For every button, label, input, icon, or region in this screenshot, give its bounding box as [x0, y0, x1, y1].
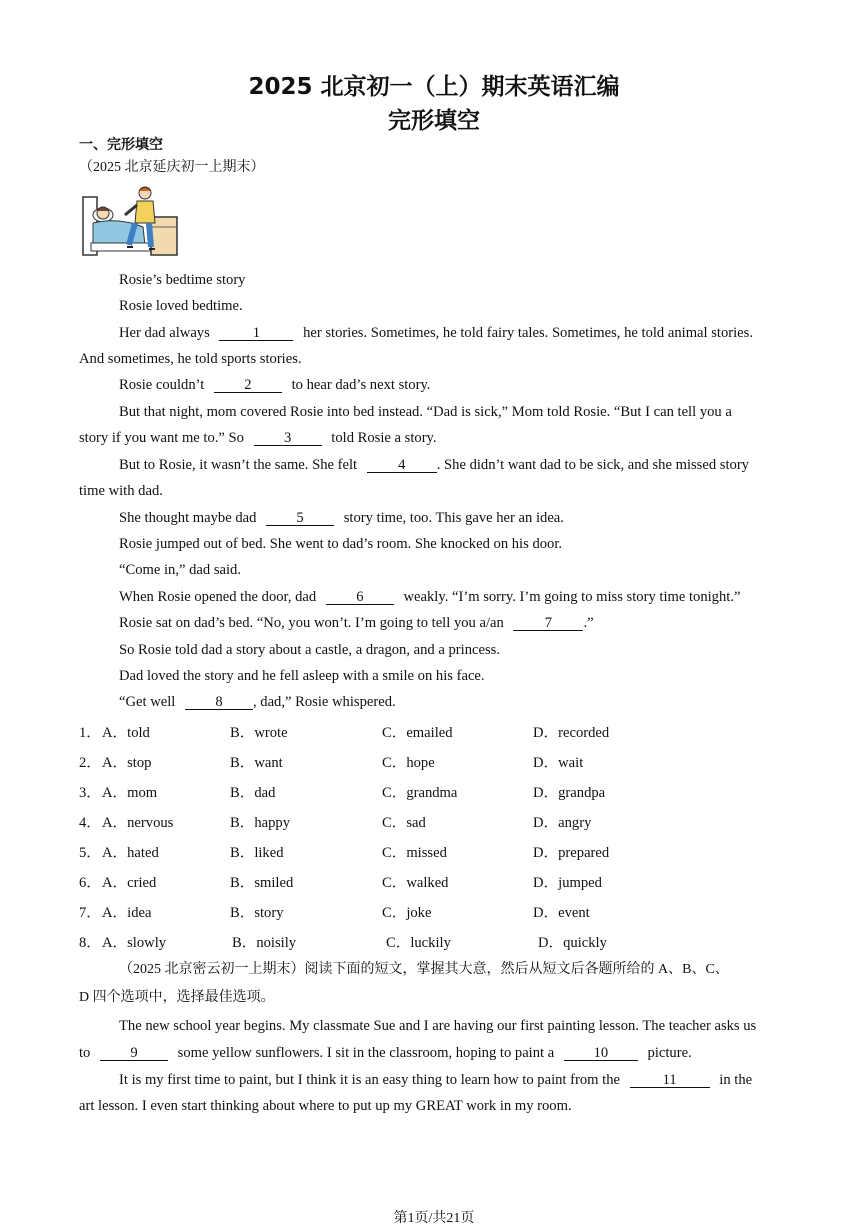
passage-text: told Rosie a story. [331, 430, 437, 446]
passage-text: It is my first time to paint, but I think it is an easy thing to learn how to paint from the [119, 1072, 620, 1088]
option-a: A．mom [102, 785, 158, 801]
option-b: B．noisily [232, 935, 297, 951]
bedtime-illustration [79, 183, 181, 261]
document-subtitle: 完形填空 [388, 108, 480, 134]
option-c: C．joke [382, 905, 432, 921]
passage-text: When Rosie opened the door, dad [119, 589, 317, 605]
passage-paragraph [119, 588, 740, 606]
option-c: C．grandma [382, 785, 458, 801]
passage-text: weakly. “I’m sorry. I’m going to miss story time tonight.” [403, 589, 741, 605]
passage-text: Rosie sat on dad’s bed. “No, you won’t. I’m going to tell you a/an [119, 615, 504, 631]
passage-text: , dad,” Rosie whispered. [252, 694, 396, 710]
option-number: 3． [79, 785, 101, 801]
passage-paragraph: But that night, mom covered Rosie into bed instead. “Dad is sick,” Mom told Rosie. “But I can tell you a [119, 404, 732, 420]
passage-paragraph: Rosie jumped out of bed. She went to dad’s room. She knocked on his door. [119, 536, 563, 552]
passage-paragraph: art lesson. I even start thinking about where to put up my GREAT work in my room. [79, 1098, 572, 1114]
option-a: A．idea [102, 905, 152, 921]
passage-source: （2025 北京延庆初一上期末） [79, 160, 265, 175]
passage-text: She thought maybe dad [119, 510, 257, 526]
blank-2: 2 [214, 378, 282, 393]
option-c: C．sad [382, 815, 426, 831]
option-b: B．wrote [230, 725, 288, 741]
passage-text: picture. [647, 1045, 692, 1061]
option-c: C．luckily [386, 935, 451, 951]
option-a: A．slowly [102, 935, 167, 951]
option-number: 1． [79, 725, 101, 741]
passage-paragraph [119, 1071, 752, 1089]
passage-paragraph [79, 1044, 692, 1062]
passage-paragraph [79, 429, 437, 447]
option-d: D．quickly [538, 935, 607, 951]
blank-6: 6 [326, 590, 394, 605]
passage-text: Her dad always [119, 325, 210, 341]
option-number: 7． [79, 905, 101, 921]
blank-11: 11 [630, 1073, 710, 1088]
option-b: B．smiled [230, 875, 294, 891]
passage-paragraph: time with dad. [79, 483, 163, 499]
passage-text: to hear dad’s next story. [291, 377, 431, 393]
passage-paragraph: The new school year begins. My classmate Sue and I are having our first painting lesson. The teacher asks us [119, 1018, 757, 1034]
option-a: A．cried [102, 875, 157, 891]
passage-text: Rosie couldn’t [119, 377, 205, 393]
passage-text: . She didn’t want dad to be sick, and she missed story [436, 457, 749, 473]
passage-paragraph [119, 456, 749, 474]
option-number: 4． [79, 815, 101, 831]
passage-paragraph: So Rosie told dad a story about a castle, a dragon, and a princess. [119, 642, 500, 658]
option-number: 6． [79, 875, 101, 891]
option-c: C．walked [382, 875, 449, 891]
option-a: A．hated [102, 845, 159, 861]
option-d: D．recorded [533, 725, 610, 741]
blank-4: 4 [367, 458, 437, 473]
document-title: 2025 北京初一（上）期末英语汇编 [248, 74, 620, 100]
blank-7: 7 [513, 616, 583, 631]
passage-text: .” [583, 615, 594, 631]
passage-paragraph: Dad loved the story and he fell asleep with a smile on his face. [119, 668, 485, 684]
option-d: D．wait [533, 755, 584, 771]
option-b: B．story [230, 905, 284, 921]
passage-text: her stories. Sometimes, he told fairy tales. Sometimes, he told animal stories. [303, 325, 753, 341]
blank-1: 1 [219, 326, 293, 341]
passage-text: story time, too. This gave her an idea. [343, 510, 564, 526]
passage-text: some yellow sunflowers. I sit in the classroom, hoping to paint a [177, 1045, 555, 1061]
passage2-intro: （2025 北京密云初一上期末）阅读下面的短文，掌握其大意，然后从短文后各题所给的 A、B、C、 [119, 962, 729, 977]
option-d: D．event [533, 905, 590, 921]
option-number: 2． [79, 755, 101, 771]
option-b: B．happy [230, 815, 290, 831]
passage-paragraph [119, 509, 564, 527]
passage-paragraph [119, 324, 753, 342]
blank-9: 9 [100, 1046, 168, 1061]
passage-paragraph: “Come in,” dad said. [119, 562, 241, 578]
blank-5: 5 [266, 511, 334, 526]
option-a: A．told [102, 725, 150, 741]
option-c: C．emailed [382, 725, 453, 741]
option-b: B．want [230, 755, 283, 771]
blank-3: 3 [254, 431, 322, 446]
option-d: D．angry [533, 815, 592, 831]
passage-paragraph: And sometimes, he told sports stories. [79, 351, 302, 367]
option-d: D．prepared [533, 845, 610, 861]
blank-10: 10 [564, 1046, 638, 1061]
blank-8: 8 [185, 695, 253, 710]
passage-text: in the [719, 1072, 753, 1088]
option-number: 5． [79, 845, 101, 861]
passage-text: to [79, 1045, 91, 1061]
passage-text: “Get well [119, 694, 176, 710]
story-title: Rosie’s bedtime story [119, 272, 246, 288]
option-d: D．jumped [533, 875, 602, 891]
passage-text: But to Rosie, it wasn’t the same. She felt [119, 457, 358, 473]
option-d: D．grandpa [533, 785, 606, 801]
passage-text: story if you want me to.” So [79, 430, 244, 446]
passage2-intro: D 四个选项中，选择最佳选项。 [79, 990, 275, 1005]
option-c: C．missed [382, 845, 447, 861]
option-b: B．liked [230, 845, 284, 861]
option-b: B．dad [230, 785, 276, 801]
page-number: 第1页/共21页 [393, 1211, 475, 1226]
option-number: 8． [79, 935, 101, 951]
section-heading: 一、完形填空 [79, 137, 163, 153]
option-a: A．nervous [102, 815, 174, 831]
passage-paragraph [119, 376, 430, 394]
option-c: C．hope [382, 755, 435, 771]
passage-paragraph [119, 693, 396, 711]
passage-paragraph [119, 614, 594, 632]
passage-paragraph: Rosie loved bedtime. [119, 298, 243, 314]
option-a: A．stop [102, 755, 152, 771]
